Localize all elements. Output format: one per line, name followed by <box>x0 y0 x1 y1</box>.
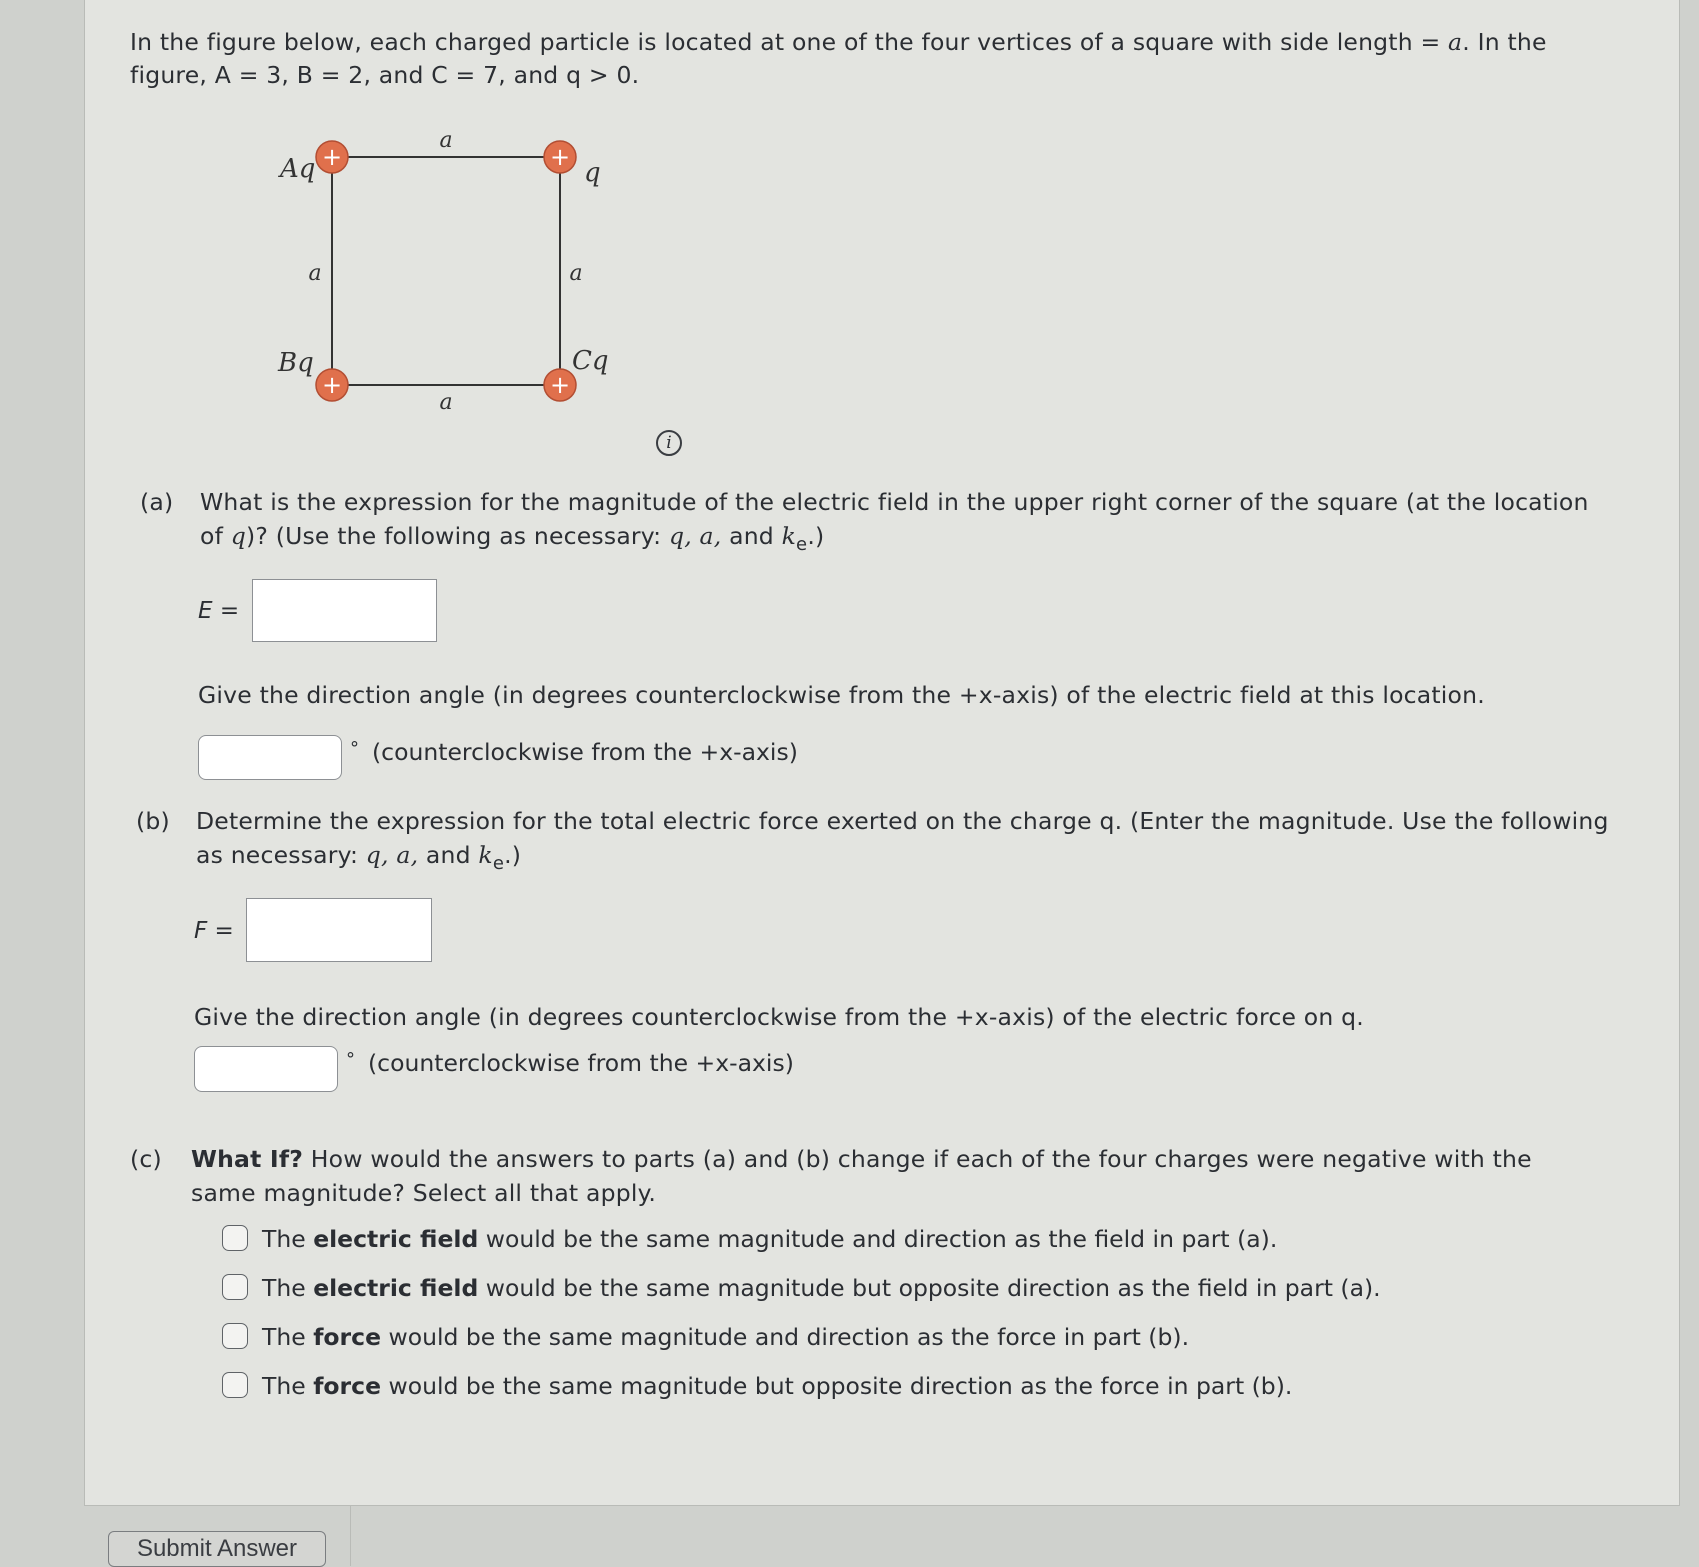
e-angle-input[interactable] <box>198 735 342 780</box>
submit-answer-button[interactable]: Submit Answer <box>108 1531 326 1567</box>
plus-sign: + <box>549 371 571 399</box>
label-cq: Cq <box>572 346 609 376</box>
part-b-tag: (b) <box>136 807 170 835</box>
e-equals-label: E = <box>198 598 240 624</box>
plus-sign: + <box>321 371 343 399</box>
part-a-angle-prompt: Give the direction angle (in degrees counterclockwise from the +x-axis) of the electric field at this location. <box>198 681 1485 709</box>
divider <box>350 1506 351 1566</box>
charge-bottom-left <box>316 369 348 401</box>
charge-square-figure <box>270 125 630 420</box>
intro-line-1: In the figure below, each charged particle is located at one of the four vertices of a square with side length = a. In the <box>130 28 1547 56</box>
checkbox[interactable] <box>222 1372 248 1398</box>
problem-intro <box>130 26 1570 92</box>
degree-symbol: ° <box>350 738 359 759</box>
side-label-right: a <box>569 261 583 286</box>
info-icon[interactable]: i <box>656 430 682 456</box>
f-angle-input[interactable] <box>194 1046 338 1092</box>
side-label-bottom: a <box>439 390 453 415</box>
label-aq: Aq <box>280 154 316 184</box>
part-a-question <box>140 485 1640 565</box>
part-c-line-2: same magnitude? Select all that apply. <box>191 1179 657 1207</box>
f-angle-suffix: (counterclockwise from the +x-axis) <box>368 1049 794 1077</box>
side-label-top: a <box>439 128 453 153</box>
part-a-tag: (a) <box>140 488 174 516</box>
part-b-question <box>136 804 1676 884</box>
label-q: q <box>584 158 601 188</box>
intro-line-2: figure, A = 3, B = 2, and C = 7, and q > 0. <box>130 61 640 89</box>
part-c-line-1: What If? How would the answers to parts (a) and (b) change if each of the four charges were negative with the <box>191 1145 1532 1173</box>
part-b-angle-prompt: Give the direction angle (in degrees counterclockwise from the +x-axis) of the electric force on q. <box>194 1003 1364 1031</box>
part-a-line-1: What is the expression for the magnitude of the electric field in the upper right corner of the square (at the location <box>200 488 1589 516</box>
degree-symbol: ° <box>346 1049 355 1070</box>
f-expression-input[interactable] <box>246 898 432 962</box>
part-c-question <box>130 1142 1670 1222</box>
part-c-tag: (c) <box>130 1145 162 1173</box>
part-b-line-1: Determine the expression for the total electric force exerted on the charge q. (Enter the magnitude. Use the following <box>196 807 1609 835</box>
side-label-left: a <box>308 261 322 286</box>
checkbox[interactable] <box>222 1225 248 1251</box>
plus-sign: + <box>321 143 343 171</box>
e-angle-suffix: (counterclockwise from the +x-axis) <box>372 738 798 766</box>
part-b-line-2: as necessary: q, a, and $k_e$.) <box>196 841 522 874</box>
label-bq: Bq <box>278 348 314 378</box>
e-expression-input[interactable] <box>252 579 437 642</box>
f-equals-label: F = <box>194 918 234 944</box>
charge-top-left <box>316 141 348 173</box>
checkbox[interactable] <box>222 1274 248 1300</box>
part-a-line-2: of q)? (Use the following as necessary: q, a, and $k_e$.) <box>200 522 825 555</box>
charge-top-right <box>544 141 576 173</box>
checkbox[interactable] <box>222 1323 248 1349</box>
plus-sign: + <box>549 143 571 171</box>
